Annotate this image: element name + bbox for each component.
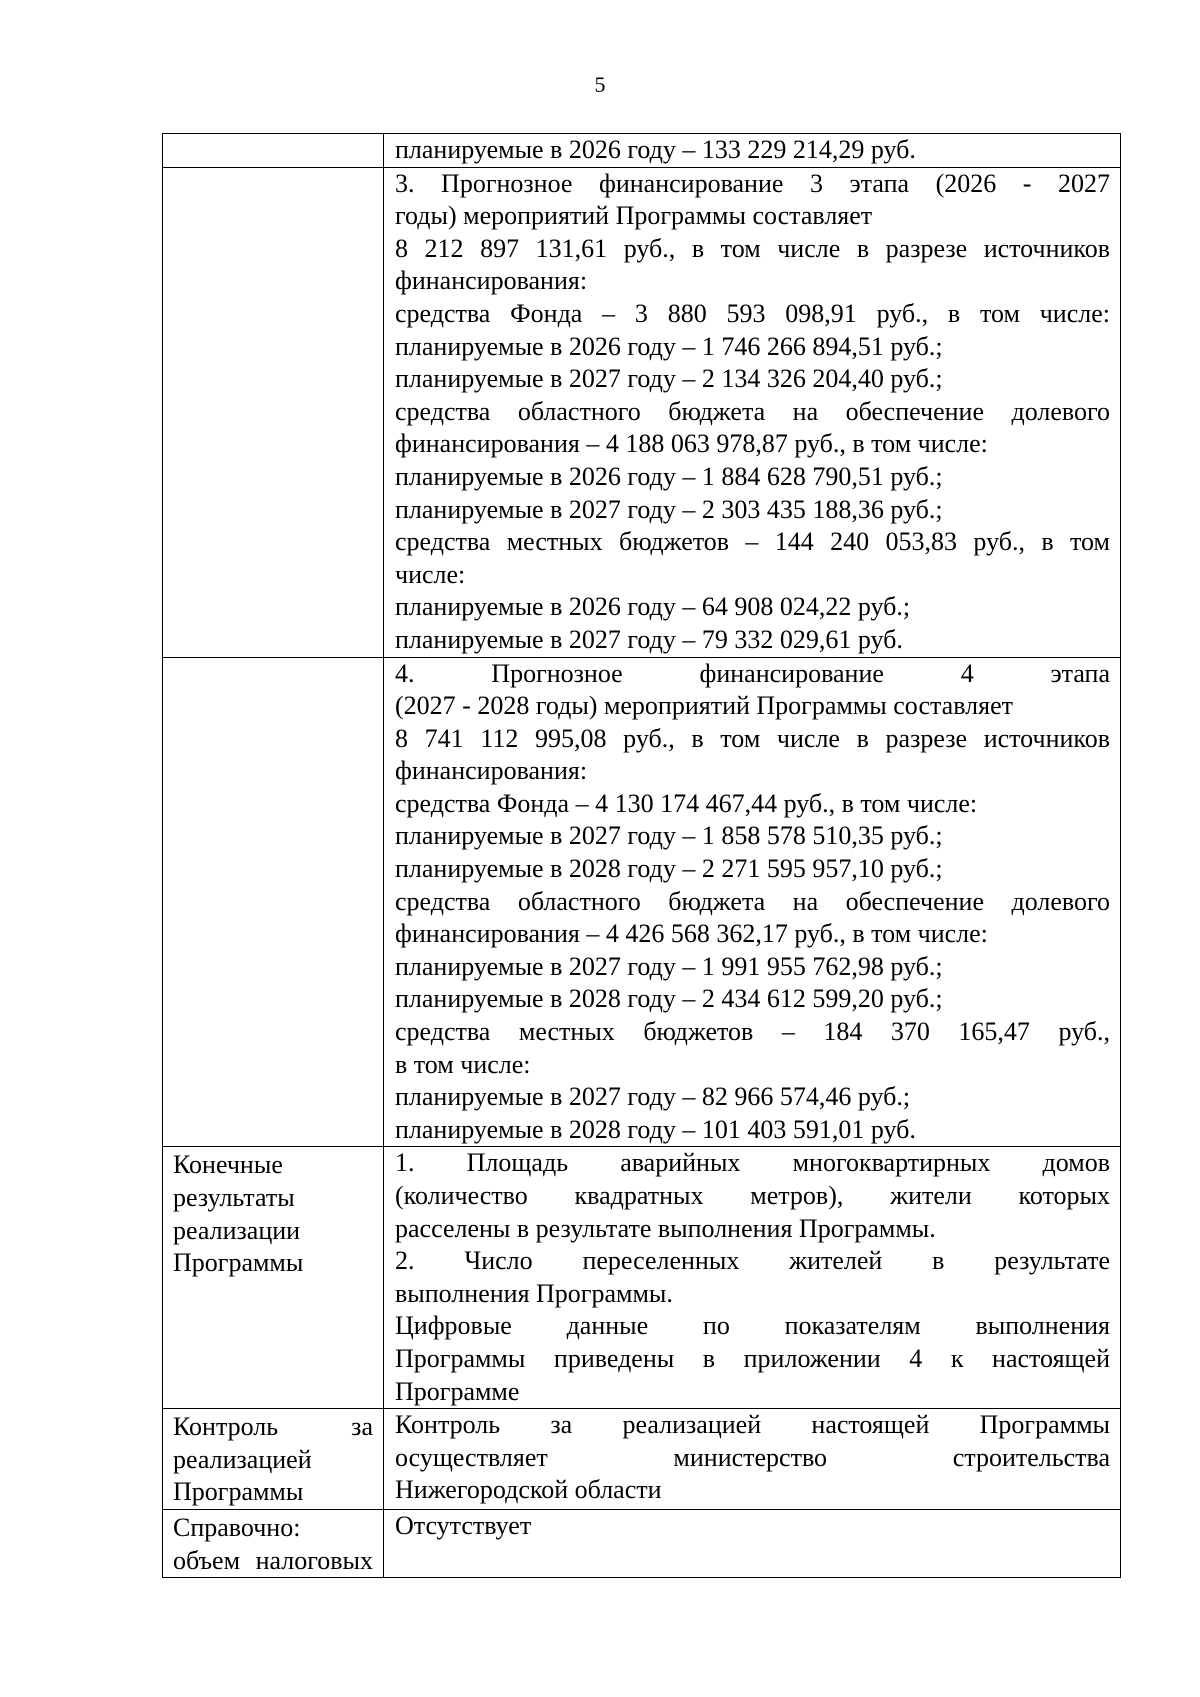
content-line: планируемые в 2026 году – 1 884 628 790,51 руб.; xyxy=(395,461,943,491)
content-line: финансирования – 4 188 063 978,87 руб., в том числе: xyxy=(395,429,988,459)
content-line: финансирования – 4 426 568 362,17 руб., в том числе: xyxy=(395,919,988,949)
content-line: Отсутствует xyxy=(395,1510,532,1540)
row-content-cell xyxy=(384,1147,1121,1409)
row-label-cell xyxy=(163,1509,384,1577)
row-label-line: объем налоговых xyxy=(173,1545,373,1575)
content-line: средства местных бюджетов – 144 240 053,83 руб., в том xyxy=(395,527,1110,557)
table-row xyxy=(163,657,1121,1147)
content-line: годы) мероприятий Программы составляет xyxy=(395,201,873,231)
row-label-cell xyxy=(163,167,384,657)
content-line: (2027 - 2028 годы) мероприятий Программы составляет xyxy=(395,691,1013,721)
row-label-cell xyxy=(163,1409,384,1510)
row-label-line: реализации xyxy=(173,1215,301,1245)
row-content-cell xyxy=(384,1509,1121,1577)
content-line: средства Фонда – 3 880 593 098,91 руб., в том числе: xyxy=(395,298,1110,328)
content-line: выполнения Программы. xyxy=(395,1278,673,1308)
row-label-cell xyxy=(163,657,384,1147)
content-line: в том числе: xyxy=(395,1049,531,1079)
content-line: Контроль за реализацией настоящей Программы xyxy=(395,1410,1110,1440)
row-content-cell xyxy=(384,657,1121,1147)
content-line: Программе xyxy=(395,1376,520,1406)
content-line: планируемые в 2028 году – 101 403 591,01 руб. xyxy=(395,1114,916,1144)
content-line: финансирования: xyxy=(395,756,588,786)
row-content-cell xyxy=(384,167,1121,657)
table-row xyxy=(163,1147,1121,1409)
content-line: Программы приведены в приложении 4 к настоящей xyxy=(395,1343,1110,1373)
content-line: Цифровые данные по показателям выполнения xyxy=(395,1311,1110,1341)
content-line: финансирования: xyxy=(395,266,588,296)
content-line: планируемые в 2027 году – 1 858 578 510,35 руб.; xyxy=(395,821,943,851)
content-line: планируемые в 2028 году – 2 271 595 957,10 руб.; xyxy=(395,854,943,884)
row-label-line: Конечные xyxy=(173,1150,283,1180)
content-line: 2. Число переселенных жителей в результате xyxy=(395,1246,1110,1276)
row-label-cell xyxy=(163,134,384,168)
table-row xyxy=(163,134,1121,168)
content-line: планируемые в 2027 году – 2 134 326 204,40 руб.; xyxy=(395,364,943,394)
content-line: осуществляет министерство строительства xyxy=(395,1442,1110,1472)
content-line: 8 741 112 995,08 руб., в том числе в разрезе источников xyxy=(395,723,1110,753)
content-line: планируемые в 2028 году – 2 434 612 599,20 руб.; xyxy=(395,984,943,1014)
content-line: планируемые в 2026 году – 133 229 214,29 руб. xyxy=(395,135,916,164)
row-label-line: результаты xyxy=(173,1183,295,1212)
content-line: планируемые в 2026 году – 64 908 024,22 руб.; xyxy=(395,592,911,622)
row-content-cell xyxy=(384,134,1121,168)
row-label-line: Программы xyxy=(173,1248,304,1278)
row-content-cell xyxy=(384,1409,1121,1510)
page-number: 5 xyxy=(594,72,606,97)
row-label-cell xyxy=(163,1147,384,1409)
table-row xyxy=(163,167,1121,657)
row-label-line: Программы xyxy=(173,1477,304,1507)
content-line: планируемые в 2027 году – 1 991 955 762,98 руб.; xyxy=(395,951,943,981)
table-row xyxy=(163,1409,1121,1510)
content-line: числе: xyxy=(395,559,466,589)
content-line: расселены в результате выполнения Программы. xyxy=(395,1213,936,1243)
content-line: 4. Прогнозное финансирование 4 этапа xyxy=(395,658,1110,688)
row-label-line: Контроль за xyxy=(173,1412,373,1442)
content-line: планируемые в 2027 году – 82 966 574,46 руб.; xyxy=(395,1082,911,1112)
content-line: планируемые в 2026 году – 1 746 266 894,51 руб.; xyxy=(395,331,943,361)
table-row xyxy=(163,1509,1121,1577)
content-line: средства местных бюджетов – 184 370 165,47 руб., xyxy=(395,1017,1110,1047)
content-line: (количество квадратных метров), жители которых xyxy=(395,1181,1110,1210)
content-line: средства областного бюджета на обеспечение долевого xyxy=(395,886,1110,916)
table-body xyxy=(163,134,1121,1578)
content-line: Нижегородской области xyxy=(395,1475,662,1505)
content-line: 3. Прогнозное финансирование 3 этапа (2026 - 2027 xyxy=(395,168,1110,198)
content-line: средства областного бюджета на обеспечение долевого xyxy=(395,396,1110,426)
content-line: планируемые в 2027 году – 2 303 435 188,36 руб.; xyxy=(395,494,943,524)
content-line: 1. Площадь аварийных многоквартирных домов xyxy=(395,1148,1110,1178)
program-passport-table xyxy=(162,133,1121,1578)
content-line: 8 212 897 131,61 руб., в том числе в разрезе источников xyxy=(395,233,1110,263)
content-line: средства Фонда – 4 130 174 467,44 руб., в том числе: xyxy=(395,788,978,818)
row-label-line: реализацией xyxy=(173,1444,312,1474)
row-label-line: Справочно: xyxy=(173,1512,301,1542)
content-line: планируемые в 2027 году – 79 332 029,61 руб. xyxy=(395,624,903,654)
